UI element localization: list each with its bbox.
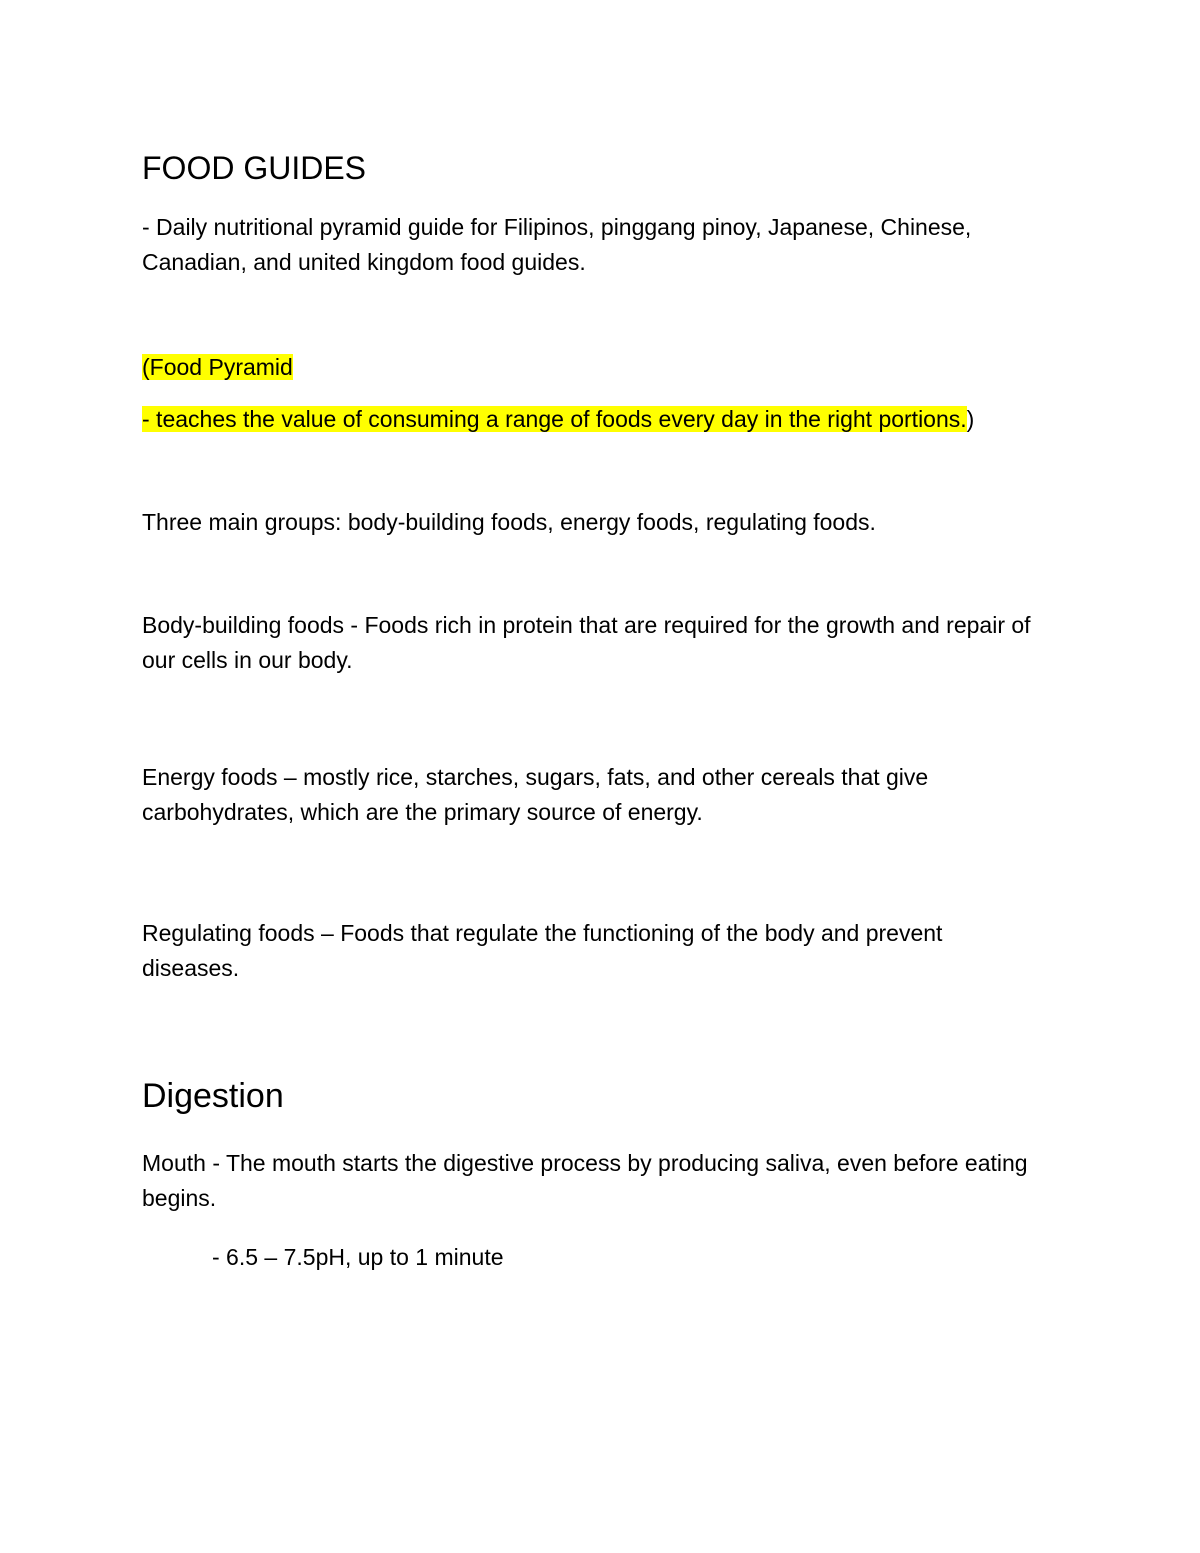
mouth-ph-detail: - 6.5 – 7.5pH, up to 1 minute xyxy=(212,1244,504,1270)
food-pyramid-close-paren: ) xyxy=(966,406,975,432)
food-pyramid-definition xyxy=(142,402,1142,437)
food-pyramid-highlight: (Food Pyramid xyxy=(142,354,293,380)
food-guides-description: - Daily nutritional pyramid guide for Filipinos, pinggang pinoy, Japanese, Chinese, Canadian, and united kingdom food guides. xyxy=(142,214,972,275)
regulating-foods: Regulating foods – Foods that regulate the functioning of the body and prevent diseases. xyxy=(142,920,943,981)
food-guides-heading: FOOD GUIDES xyxy=(142,150,367,186)
food-pyramid-definition-highlight: - teaches the value of consuming a range of foods every day in the right portions. xyxy=(142,406,967,432)
food-pyramid-label xyxy=(142,350,1072,385)
energy-foods: Energy foods – mostly rice, starches, sugars, fats, and other cereals that give carbohydrates, which are the primary source of energy. xyxy=(142,764,929,825)
three-main-groups: Three main groups: body-building foods, energy foods, regulating foods. xyxy=(142,509,876,535)
body-building-foods: Body-building foods - Foods rich in protein that are required for the growth and repair of our cells in our body. xyxy=(142,612,1031,673)
digestion-heading: Digestion xyxy=(142,1077,284,1115)
mouth-description: Mouth - The mouth starts the digestive process by producing saliva, even before eating begins. xyxy=(142,1150,1028,1211)
